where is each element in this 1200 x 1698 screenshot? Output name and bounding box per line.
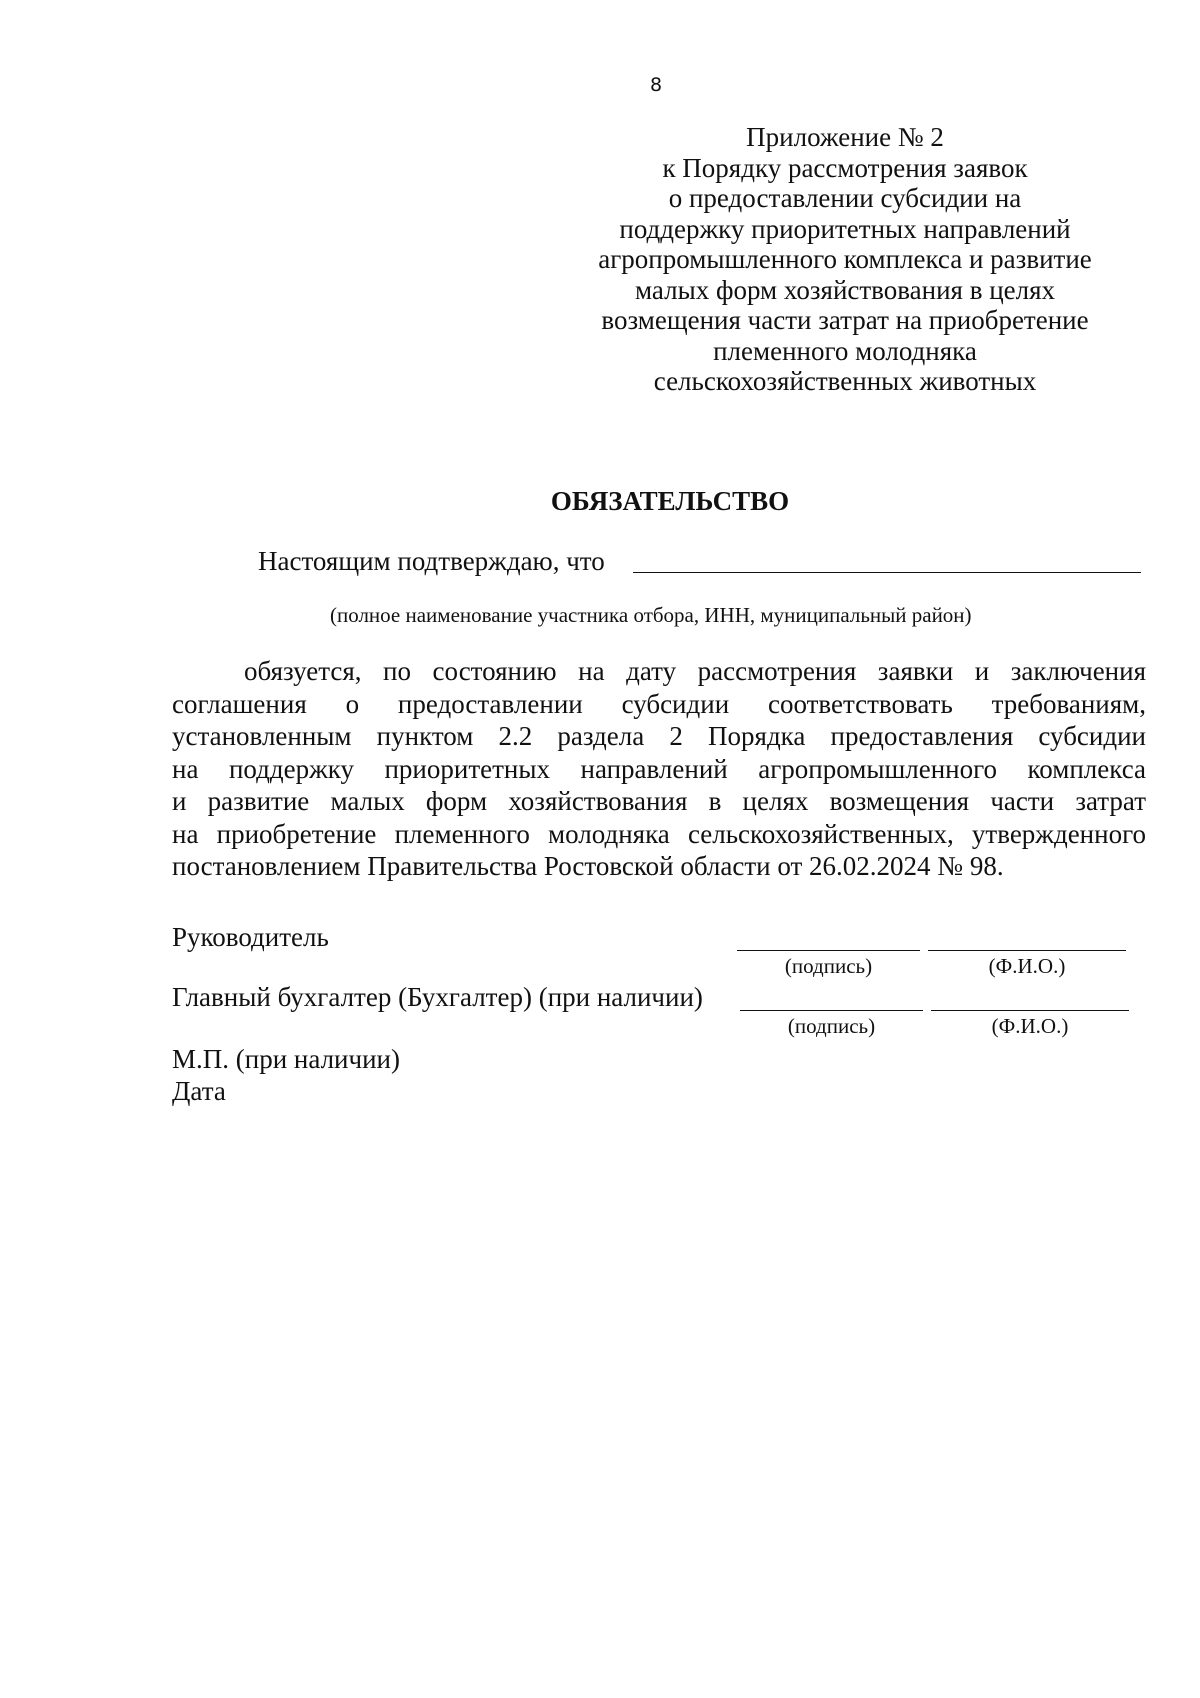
participant-hint: (полное наименование участника отбора, ИНН, муниципальный район): [330, 603, 972, 627]
accountant-name-field[interactable]: [931, 1010, 1129, 1011]
accountant-signature-field[interactable]: [740, 1010, 923, 1011]
appendix-line: о предоставлении субсидии на: [668, 183, 1022, 213]
participant-name-field[interactable]: [633, 572, 1141, 573]
paragraph-line: установленным пунктом 2.2 раздела 2 Порядка предоставления субсидии: [172, 721, 1146, 751]
obligation-paragraph: [172, 655, 1146, 883]
paragraph-line: обязуется, по состоянию на дату рассмотрения заявки и заключения: [244, 656, 1146, 686]
accountant-label: Главный бухгалтер (Бухгалтер) (при наличии): [172, 982, 703, 1012]
accountant-signature-hint: (подпись): [787, 1014, 876, 1038]
paragraph-line: на поддержку приоритетных направлений агропромышленного комплекса: [172, 753, 1146, 784]
paragraph-line: и развитие малых форм хозяйствования в целях возмещения части затрат: [172, 786, 1146, 816]
appendix-line: племенного молодняка: [713, 335, 977, 366]
appendix-line: поддержку приоритетных направлений: [619, 213, 1071, 244]
confirm-text: Настоящим подтверждаю, что: [258, 546, 605, 576]
head-label: Руководитель: [172, 922, 329, 952]
appendix-line: Приложение № 2: [746, 122, 944, 152]
head-name-hint: (Ф.И.О.): [988, 954, 1066, 978]
date-label: Дата: [172, 1076, 226, 1106]
appendix-line: сельскохозяйственных животных: [653, 366, 1037, 396]
appendix-header: [560, 122, 1130, 397]
appendix-line: к Порядку рассмотрения заявок: [662, 152, 1028, 183]
paragraph-line: на приобретение племенного молодняка сельскохозяйственных, утвержденного: [172, 818, 1146, 849]
document-title: ОБЯЗАТЕЛЬСТВО: [550, 486, 790, 516]
head-signature-field[interactable]: [737, 950, 920, 951]
head-name-field[interactable]: [928, 950, 1126, 951]
stamp-label: М.П. (при наличии): [172, 1044, 400, 1074]
head-signature-hint: (подпись): [784, 954, 873, 978]
accountant-name-hint: (Ф.И.О.): [991, 1014, 1069, 1038]
appendix-line: возмещения части затрат на приобретение: [601, 305, 1089, 335]
appendix-line: малых форм хозяйствования в целях: [634, 274, 1056, 305]
appendix-line: агропромышленного комплекса и развитие: [598, 244, 1092, 274]
page-number: 8: [649, 74, 663, 96]
paragraph-line: соглашения о предоставлении субсидии соответствовать требованиям,: [172, 688, 1146, 719]
paragraph-line: постановлением Правительства Ростовской области от 26.02.2024 № 98.: [172, 851, 1004, 881]
